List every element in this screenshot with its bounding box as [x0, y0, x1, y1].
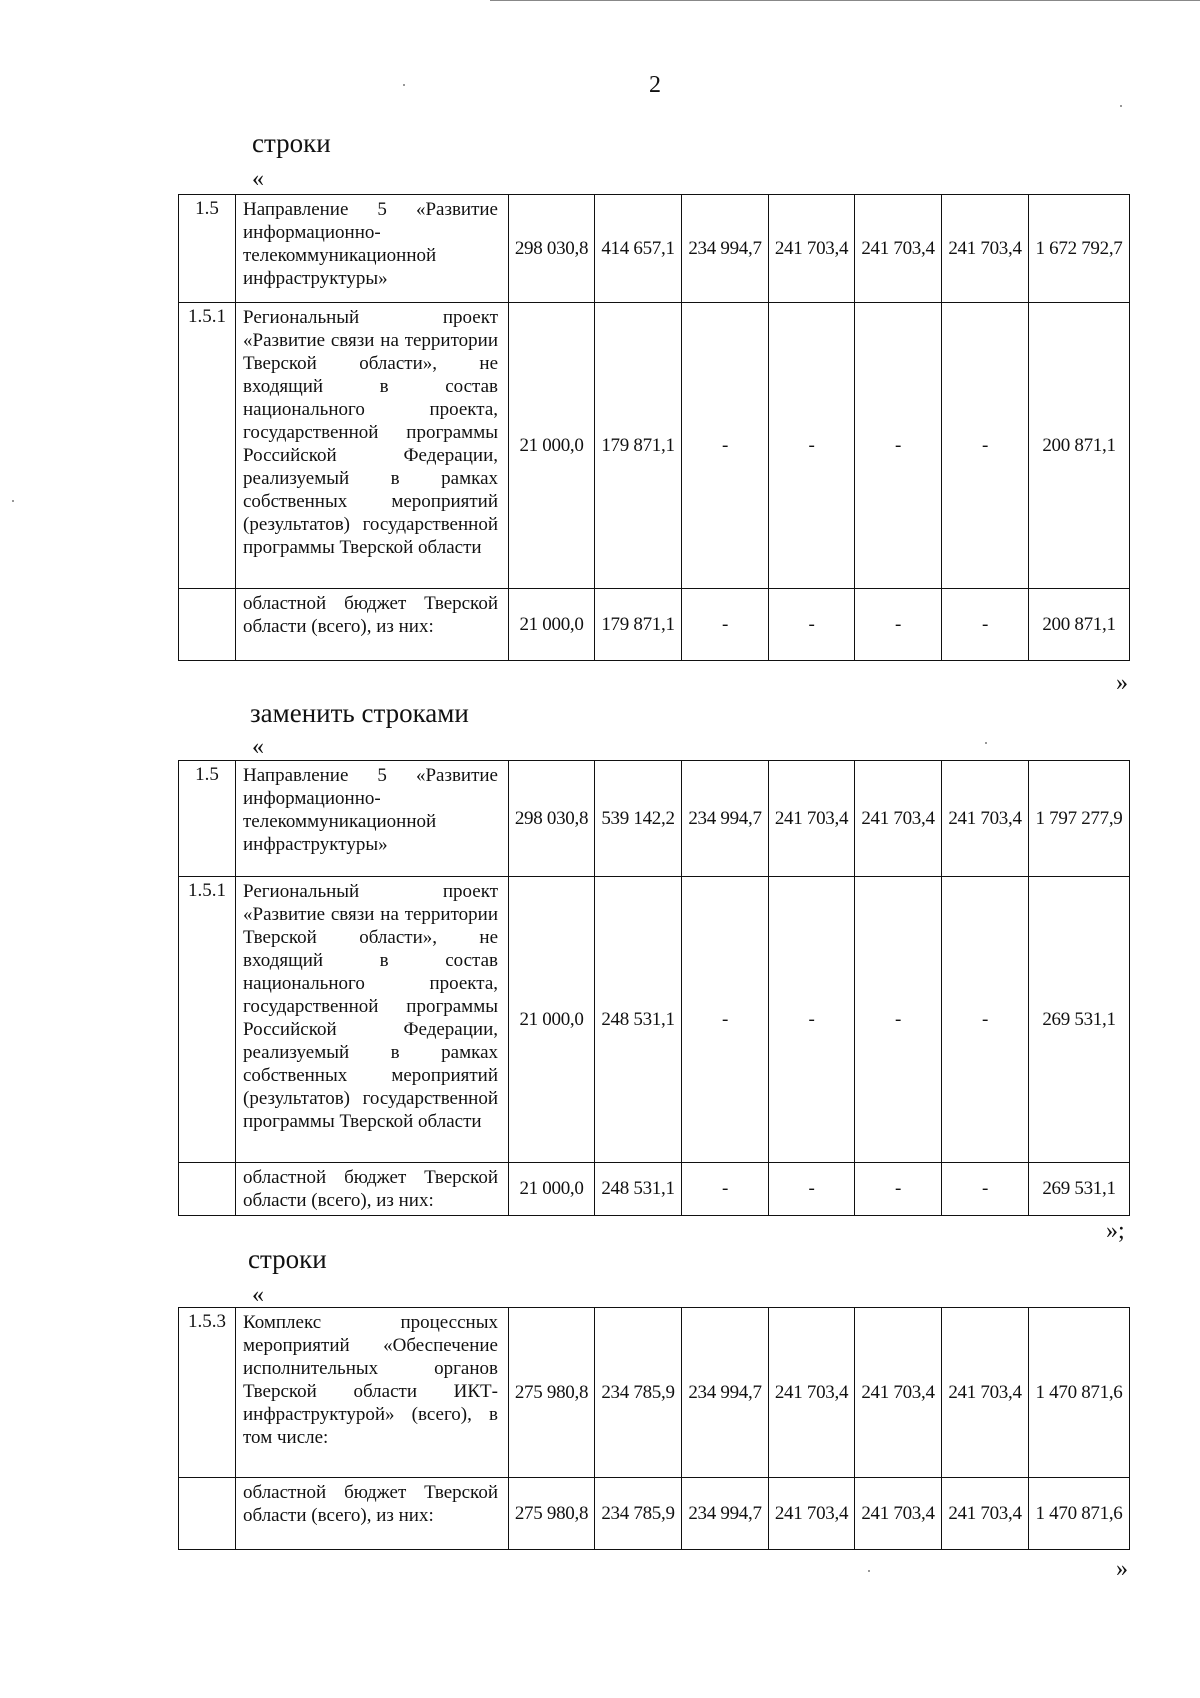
value-cell: - [855, 1163, 942, 1216]
value-cell: - [855, 589, 942, 661]
value-cell: 275 980,8 [509, 1478, 595, 1550]
scan-edge-line [490, 0, 1200, 1]
close-quote: » [1116, 670, 1128, 696]
row-number [179, 1163, 236, 1216]
scan-speck [985, 742, 987, 744]
row-description: Направление 5 «Развитие информационно-телекоммуникационной инфраструктуры» [236, 195, 509, 303]
total-cell: 269 531,1 [1029, 877, 1130, 1163]
table-row [179, 589, 1130, 661]
value-cell: 234 994,7 [682, 1308, 769, 1478]
total-cell: 1 797 277,9 [1029, 761, 1130, 877]
value-cell: 21 000,0 [509, 877, 595, 1163]
value-cell: 241 703,4 [769, 761, 855, 877]
value-cell: - [769, 1163, 855, 1216]
value-cell: 241 703,4 [855, 195, 942, 303]
value-cell: 241 703,4 [769, 195, 855, 303]
amendment-table-old [178, 194, 1130, 661]
table-row [179, 1478, 1130, 1550]
table-row [179, 303, 1130, 589]
value-cell: - [682, 1163, 769, 1216]
amendment-table-new [178, 760, 1130, 1216]
value-cell: - [682, 303, 769, 589]
row-number: 1.5 [179, 195, 236, 303]
value-cell: 234 785,9 [595, 1478, 682, 1550]
open-quote: « [252, 734, 264, 760]
row-number: 1.5.1 [179, 877, 236, 1163]
value-cell: - [942, 303, 1029, 589]
close-quote: »; [1106, 1218, 1125, 1244]
row-description: Региональный проект «Развитие связи на территории Тверской области», не входящий в состав национального проекта, государственной программы Российской Федерации, реализуемый в рамках собственных мероприятий (результатов) государственной программы Тверской области [236, 303, 509, 589]
value-cell: 179 871,1 [595, 303, 682, 589]
value-cell: - [942, 1163, 1029, 1216]
value-cell: 234 994,7 [682, 761, 769, 877]
value-cell: 248 531,1 [595, 877, 682, 1163]
amendment-table-old-2 [178, 1307, 1130, 1550]
row-number: 1.5.3 [179, 1308, 236, 1478]
value-cell: 414 657,1 [595, 195, 682, 303]
value-cell: 234 785,9 [595, 1308, 682, 1478]
value-cell: 179 871,1 [595, 589, 682, 661]
value-cell: 241 703,4 [942, 761, 1029, 877]
total-cell: 1 470 871,6 [1029, 1308, 1130, 1478]
total-cell: 200 871,1 [1029, 589, 1130, 661]
total-cell: 200 871,1 [1029, 303, 1130, 589]
value-cell: - [855, 303, 942, 589]
value-cell: 241 703,4 [855, 1478, 942, 1550]
value-cell: - [769, 877, 855, 1163]
value-cell: - [769, 303, 855, 589]
table-row [179, 1308, 1130, 1478]
value-cell: 241 703,4 [855, 1308, 942, 1478]
row-description: областной бюджет Тверской области (всего), из них: [236, 1478, 509, 1550]
table-row [179, 877, 1130, 1163]
value-cell: 539 142,2 [595, 761, 682, 877]
value-cell: 241 703,4 [769, 1478, 855, 1550]
table-row [179, 761, 1130, 877]
section-label: строки [252, 128, 331, 158]
section-label: заменить строками [250, 698, 469, 728]
scan-speck [12, 500, 14, 502]
table-row [179, 195, 1130, 303]
total-cell: 269 531,1 [1029, 1163, 1130, 1216]
row-description: областной бюджет Тверской области (всего), из них: [236, 589, 509, 661]
scan-speck [1120, 105, 1122, 107]
row-description: Региональный проект «Развитие связи на территории Тверской области», не входящий в состав национального проекта, государственной программы Российской Федерации, реализуемый в рамках собственных мероприятий (результатов) государственной программы Тверской области [236, 877, 509, 1163]
section-label: строки [248, 1244, 327, 1274]
scan-speck [868, 1570, 870, 1572]
value-cell: - [942, 589, 1029, 661]
value-cell: 21 000,0 [509, 303, 595, 589]
value-cell: 21 000,0 [509, 1163, 595, 1216]
table-row [179, 1163, 1130, 1216]
row-number [179, 589, 236, 661]
value-cell: 241 703,4 [769, 1308, 855, 1478]
value-cell: 234 994,7 [682, 1478, 769, 1550]
value-cell: 234 994,7 [682, 195, 769, 303]
value-cell: 21 000,0 [509, 589, 595, 661]
value-cell: - [942, 877, 1029, 1163]
value-cell: 275 980,8 [509, 1308, 595, 1478]
row-description: Комплекс процессных мероприятий «Обеспечение исполнительных органов Тверской области ИКТ-инфраструктурой» (всего), в том числе: [236, 1308, 509, 1478]
value-cell: 298 030,8 [509, 195, 595, 303]
close-quote: » [1116, 1556, 1128, 1582]
value-cell: 241 703,4 [942, 1308, 1029, 1478]
row-description: областной бюджет Тверской области (всего), из них: [236, 1163, 509, 1216]
value-cell: 241 703,4 [942, 1478, 1029, 1550]
page-number: 2 [649, 72, 661, 98]
row-description: Направление 5 «Развитие информационно-телекоммуникационной инфраструктуры» [236, 761, 509, 877]
value-cell: - [769, 589, 855, 661]
row-number: 1.5 [179, 761, 236, 877]
row-number [179, 1478, 236, 1550]
value-cell: - [682, 877, 769, 1163]
value-cell: - [682, 589, 769, 661]
value-cell: 248 531,1 [595, 1163, 682, 1216]
value-cell: 241 703,4 [942, 195, 1029, 303]
value-cell: - [855, 877, 942, 1163]
total-cell: 1 672 792,7 [1029, 195, 1130, 303]
row-number: 1.5.1 [179, 303, 236, 589]
total-cell: 1 470 871,6 [1029, 1478, 1130, 1550]
open-quote: « [252, 1282, 264, 1308]
value-cell: 298 030,8 [509, 761, 595, 877]
value-cell: 241 703,4 [855, 761, 942, 877]
open-quote: « [252, 166, 264, 192]
